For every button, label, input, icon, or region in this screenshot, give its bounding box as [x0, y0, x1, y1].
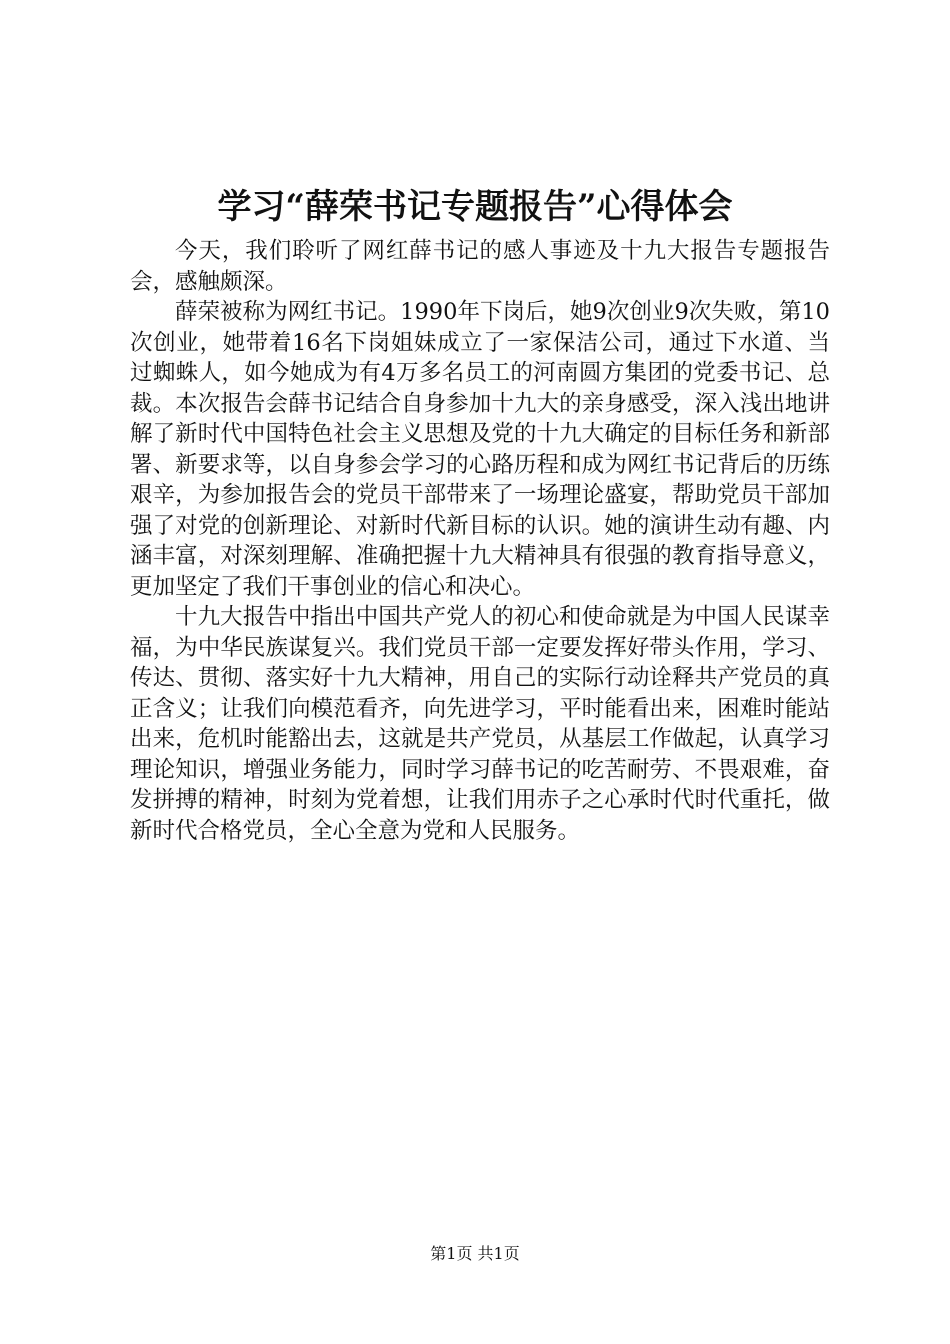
paragraph-background: 薛荣被称为网红书记。1990年下岗后，她9次创业9次失败，第10次创业，她带着16名下岗姐妹成立了一家保洁公司，通过下水道、当过蜘蛛人，如今她成为有4万多名员工的河南圆方集团的党委书记、总裁。本次报告会薛书记结合自身参加十九大的亲身感受，深入浅出地讲解了新时代中国特色社会主义思想及党的十九大确定的目标任务和新部署、新要求等，以自身参会学习的心路历程和成为网红书记背后的历练艰辛，为参加报告会的党员干部带来了一场理论盛宴，帮助党员干部加强了对党的创新理论、对新时代新目标的认识。她的演讲生动有趣、内涵丰富，对深刻理解、准确把握十九大精神具有很强的教育指导意义，更加坚定了我们干事创业的信心和决心。 [130, 299, 830, 600]
document-title: 学习“薛荣书记专题报告”心得体会 [217, 187, 733, 227]
document-body [130, 236, 830, 846]
paragraph-conclusion: 十九大报告中指出中国共产党人的初心和使命就是为中国人民谋幸福，为中华民族谋复兴。我们党员干部一定要发挥好带头作用，学习、传达、贯彻、落实好十九大精神，用自己的实际行动诠释共产党员的真正含义；让我们向模范看齐，向先进学习，平时能看出来，困难时能站出来，危机时能豁出去，这就是共产党员，从基层工作做起，认真学习理论知识，增强业务能力，同时学习薛书记的吃苦耐劳、不畏艰难，奋发拼搏的精神，时刻为党着想，让我们用赤子之心承时代时代重托，做新时代合格党员，全心全意为党和人民服务。 [130, 604, 830, 844]
paragraph-intro: 今天，我们聆听了网红薛书记的感人事迹及十九大报告专题报告会，感触颇深。 [130, 238, 830, 295]
page-number-footer: 第1页 共1页 [430, 1244, 520, 1263]
